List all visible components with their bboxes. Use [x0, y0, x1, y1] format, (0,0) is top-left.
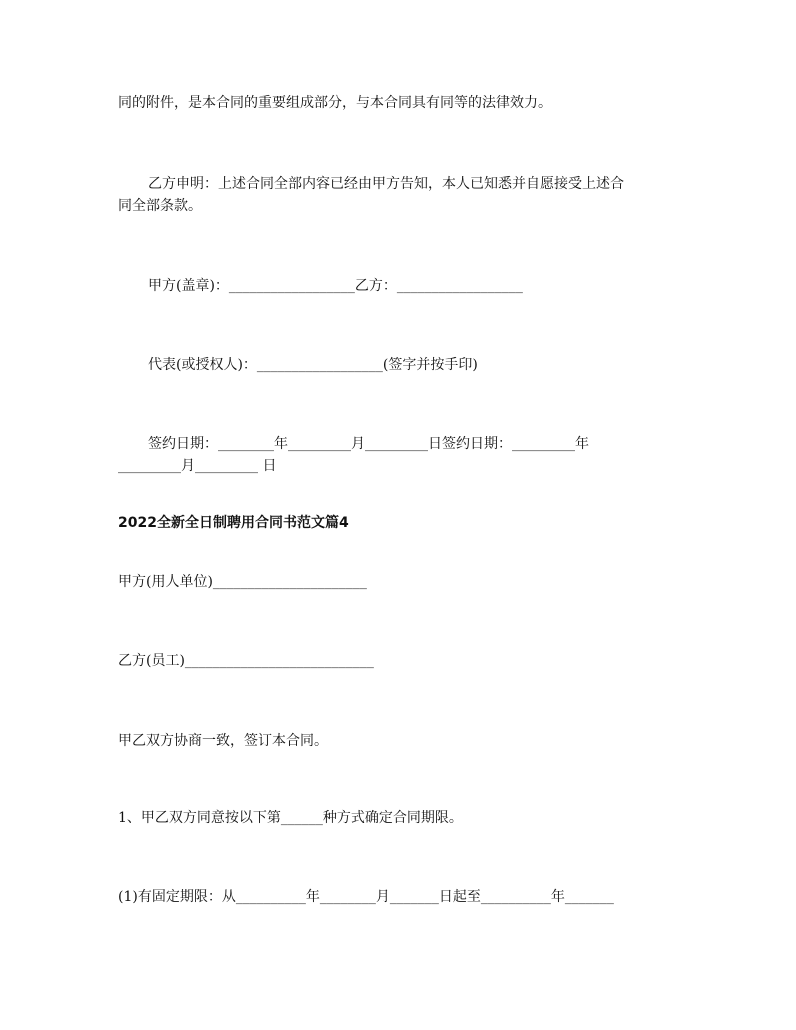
agreement-sentence: 甲乙双方协商一致，签订本合同。	[118, 733, 328, 749]
party-b-employee-line: 乙方(员工)___________________________	[118, 653, 374, 669]
clause-1-fixed-term: (1)有固定期限：从__________年________月_______日起至__________年_______	[118, 889, 614, 905]
paragraph-attachment-clause: 同的附件，是本合同的重要组成部分，与本合同具有同等的法律效力。	[118, 95, 552, 111]
paragraph-party-b-statement-cont: 同全部条款。	[118, 198, 202, 214]
signing-date-line: 签约日期：________年_________月_________日签约日期：_________年	[148, 436, 589, 452]
section-heading: 2022全新全日制聘用合同书范文篇4	[118, 515, 349, 531]
party-a-employer-line: 甲方(用人单位)______________________	[118, 574, 367, 590]
paragraph-party-b-statement: 乙方申明：上述合同全部内容已经由甲方告知，本人已知悉并自愿接受上述合	[148, 176, 624, 192]
clause-1-term-method: 1、甲乙双方同意按以下第______种方式确定合同期限。	[118, 810, 463, 826]
signature-line-party-a-b: 甲方(盖章)：__________________乙方：__________________	[148, 278, 523, 294]
signing-date-line-cont: _________月_________ 日	[118, 458, 277, 474]
signature-line-representative: 代表(或授权人)：__________________(签字并按手印)	[148, 357, 478, 373]
